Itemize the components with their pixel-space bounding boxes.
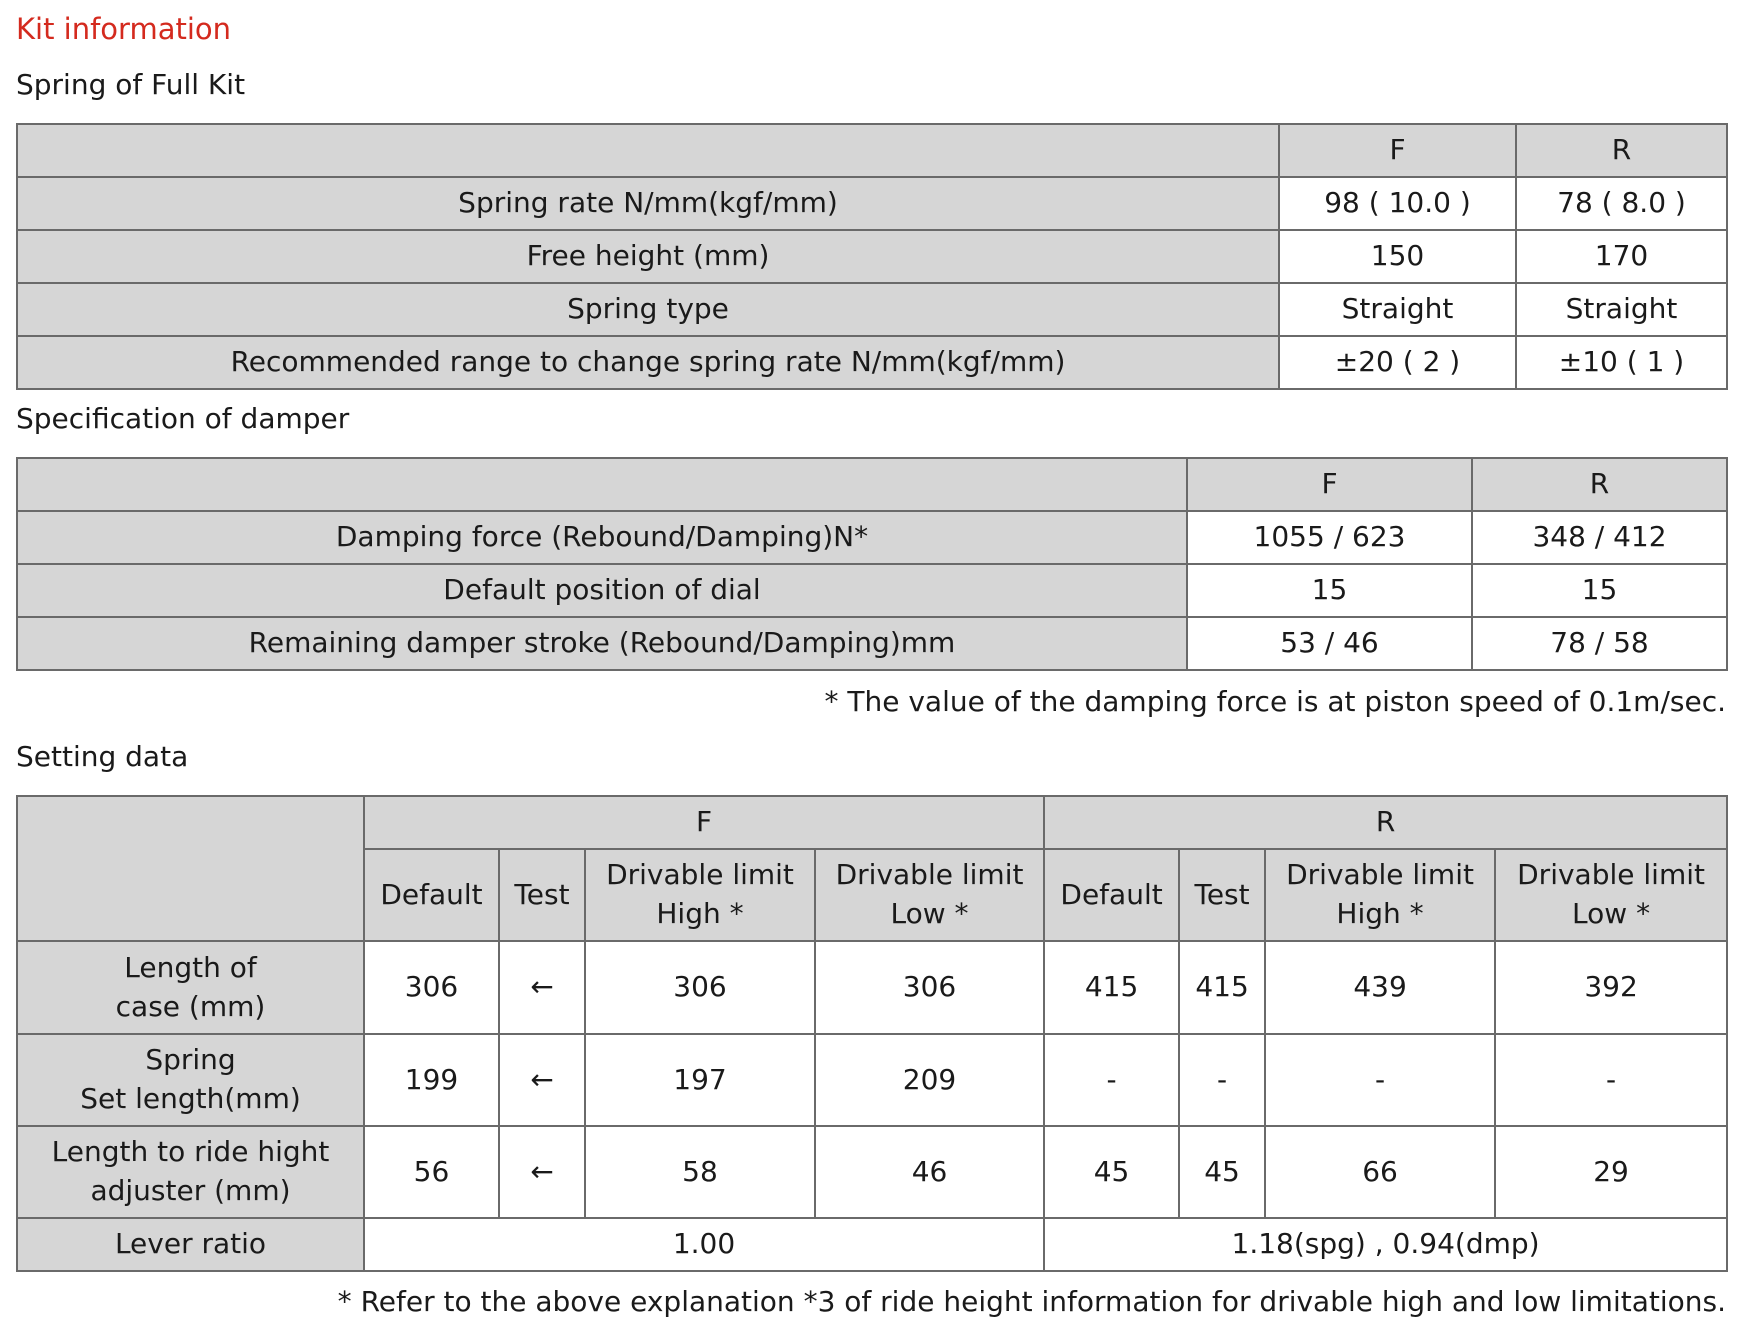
header-limit-high-line2: High * <box>656 897 744 930</box>
rear-value: 170 <box>1516 230 1727 283</box>
cell-value: 306 <box>815 941 1044 1034</box>
rear-value: 78 / 58 <box>1472 617 1727 670</box>
header-test: Test <box>499 849 585 941</box>
cell-value: ← <box>499 941 585 1034</box>
table-header-row <box>17 124 1727 177</box>
header-default: Default <box>364 849 499 941</box>
front-value: 150 <box>1279 230 1516 283</box>
table-row <box>17 1126 1727 1218</box>
header-cell-rear: R <box>1516 124 1727 177</box>
front-value: 15 <box>1187 564 1472 617</box>
cell-value: - <box>1265 1034 1495 1126</box>
table-row <box>17 336 1727 389</box>
row-label: Remaining damper stroke (Rebound/Damping)mm <box>17 617 1187 670</box>
table-row <box>17 511 1727 564</box>
cell-value: 415 <box>1179 941 1265 1034</box>
cell-value: 392 <box>1495 941 1727 1034</box>
rear-value: Straight <box>1516 283 1727 336</box>
rear-value: 15 <box>1472 564 1727 617</box>
row-label-line2: case (mm) <box>115 989 266 1023</box>
row-label: Default position of dial <box>17 564 1187 617</box>
row-label: Spring type <box>17 283 1279 336</box>
damper-table <box>16 457 1728 671</box>
header-cell-front: F <box>364 796 1044 849</box>
table-row <box>17 617 1727 670</box>
cell-value: 45 <box>1044 1126 1179 1218</box>
front-lever-ratio: 1.00 <box>364 1218 1044 1271</box>
table-row <box>17 177 1727 230</box>
rear-lever-ratio: 1.18(spg) , 0.94(dmp) <box>1044 1218 1727 1271</box>
header-limit-low-line1: Drivable limit <box>1517 858 1705 892</box>
table-row <box>17 564 1727 617</box>
header-cell-front: F <box>1187 458 1472 511</box>
header-limit-low-line1: Drivable limit <box>835 858 1024 892</box>
cell-value: 29 <box>1495 1126 1727 1218</box>
row-label-line1: Length of <box>124 950 257 984</box>
header-cell-front: F <box>1279 124 1516 177</box>
cell-value: ← <box>499 1034 585 1126</box>
header-default: Default <box>1044 849 1179 941</box>
damper-footnote: * The value of the damping force is at piston speed of 0.1m/sec. <box>824 685 1726 718</box>
table-row <box>17 941 1727 1034</box>
header-cell-rear: R <box>1044 796 1727 849</box>
header-limit-high <box>1265 849 1495 941</box>
header-cell-rear: R <box>1472 458 1727 511</box>
rear-value: 348 / 412 <box>1472 511 1727 564</box>
header-limit-low-line2: Low * <box>890 897 969 930</box>
cell-value: 58 <box>585 1126 815 1218</box>
table-row-lever-ratio <box>17 1218 1727 1271</box>
row-label-line2: Set length(mm) <box>80 1082 301 1115</box>
header-limit-low-line2: Low * <box>1572 897 1651 930</box>
cell-value: 415 <box>1044 941 1179 1034</box>
row-label-line1: Spring <box>145 1043 236 1077</box>
cell-value: 209 <box>815 1034 1044 1126</box>
cell-value: 306 <box>585 941 815 1034</box>
setting-footnote: * Refer to the above explanation *3 of ride height information for drivable high and low limitations. <box>337 1285 1726 1318</box>
setting-table <box>16 795 1728 1272</box>
front-value: 1055 / 623 <box>1187 511 1472 564</box>
row-label: Damping force (Rebound/Damping)N* <box>17 511 1187 564</box>
rear-value: ±10 ( 1 ) <box>1516 336 1727 389</box>
front-value: Straight <box>1279 283 1516 336</box>
row-label <box>17 1126 364 1218</box>
table-row <box>17 230 1727 283</box>
table-row <box>17 1034 1727 1126</box>
cell-value: ← <box>499 1126 585 1218</box>
spring-section-title: Spring of Full Kit <box>16 68 246 101</box>
header-limit-high-line1: Drivable limit <box>1286 858 1474 892</box>
row-label <box>17 1034 364 1126</box>
cell-value: - <box>1179 1034 1265 1126</box>
front-value: 98 ( 10.0 ) <box>1279 177 1516 230</box>
cell-value: 45 <box>1179 1126 1265 1218</box>
cell-value: - <box>1044 1034 1179 1126</box>
cell-value: 56 <box>364 1126 499 1218</box>
setting-section-title: Setting data <box>16 740 189 773</box>
cell-value: 66 <box>1265 1126 1495 1218</box>
front-value: 53 / 46 <box>1187 617 1472 670</box>
damper-section-title: Specification of damper <box>16 402 350 435</box>
cell-value: 439 <box>1265 941 1495 1034</box>
table-header-row <box>17 458 1727 511</box>
group-header-row <box>17 796 1727 849</box>
row-label: Recommended range to change spring rate N/mm(kgf/mm) <box>17 336 1279 389</box>
header-limit-low <box>1495 849 1727 941</box>
kit-information-title: Kit information <box>16 12 232 46</box>
row-label-line2: adjuster (mm) <box>90 1174 291 1207</box>
header-limit-high-line1: Drivable limit <box>606 858 794 892</box>
cell-value: 197 <box>585 1034 815 1126</box>
spring-table <box>16 123 1728 390</box>
header-cell-blank <box>17 796 364 941</box>
cell-value: - <box>1495 1034 1727 1126</box>
front-value: ±20 ( 2 ) <box>1279 336 1516 389</box>
header-limit-high <box>585 849 815 941</box>
header-limit-high-line2: High * <box>1336 897 1424 930</box>
header-cell-blank <box>17 458 1187 511</box>
cell-value: 46 <box>815 1126 1044 1218</box>
row-label-line1: Length to ride hight <box>51 1135 330 1169</box>
cell-value: 306 <box>364 941 499 1034</box>
rear-value: 78 ( 8.0 ) <box>1516 177 1727 230</box>
cell-value: 199 <box>364 1034 499 1126</box>
table-row <box>17 283 1727 336</box>
row-label: Free height (mm) <box>17 230 1279 283</box>
row-label: Lever ratio <box>17 1218 364 1271</box>
row-label <box>17 941 364 1034</box>
header-test: Test <box>1179 849 1265 941</box>
row-label: Spring rate N/mm(kgf/mm) <box>17 177 1279 230</box>
header-limit-low <box>815 849 1044 941</box>
header-cell-blank <box>17 124 1279 177</box>
